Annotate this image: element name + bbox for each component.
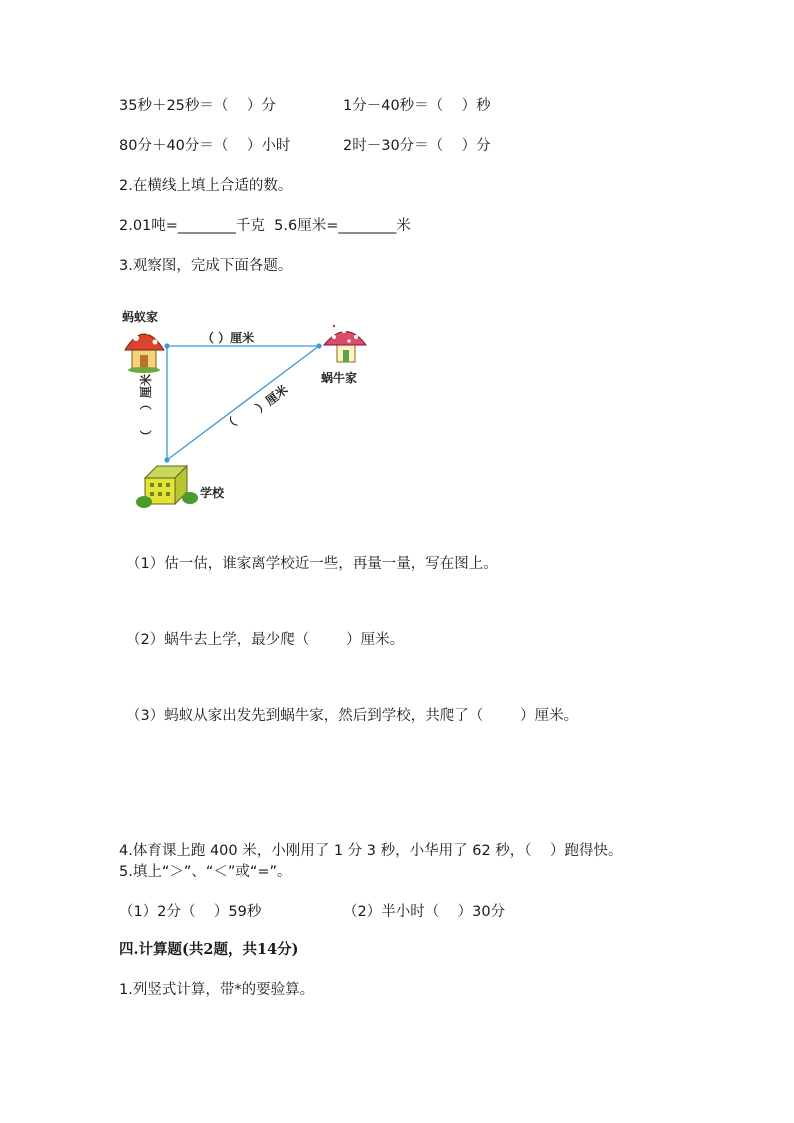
section4-heading: 四.计算题(共2题，共14分) — [119, 941, 299, 958]
q1-row1-right: 1分－40秒＝（ ）秒 — [343, 98, 491, 114]
distance-diagram — [110, 300, 390, 520]
snail-home-label: 蜗牛家 — [321, 371, 358, 385]
section4-q1: 1.列竖式计算，带*的要验算。 — [119, 982, 315, 998]
q3-sub1: （1）估一估，谁家离学校近一些，再量一量，写在图上。 — [126, 556, 498, 572]
snail-home-icon — [324, 325, 366, 362]
q5-item-1: （1）2分（ ）59秒 — [119, 904, 262, 920]
q2-title: 2.在横线上填上合适的数。 — [119, 178, 293, 194]
q5-title: 5.填上“＞”、“＜”或“=”。 — [119, 864, 292, 880]
q5-item-2: （2）半小时（ ）30分 — [343, 904, 506, 920]
left-edge-open-label: （ — [139, 429, 153, 442]
diagonal-open-label: （ — [221, 414, 240, 434]
top-edge-label: （ ）厘米 — [202, 331, 255, 345]
snail-school-edge — [167, 346, 319, 460]
left-edge-unit-label: ）厘米 — [139, 373, 153, 410]
q3-sub2: （2）蜗牛去上学，最少爬（ ）厘米。 — [126, 632, 405, 648]
ant-home-point — [164, 343, 169, 348]
school-point — [164, 457, 169, 462]
q1-row1-left: 35秒＋25秒＝（ ）分 — [119, 98, 276, 114]
school-icon — [136, 466, 198, 508]
q4-text: 4.体育课上跑 400 米，小刚用了 1 分 3 秒，小华用了 62 秒，（ ）跑得快。 — [119, 843, 623, 859]
ant-home-label: 蚂蚁家 — [122, 310, 159, 324]
q3-sub3: （3）蚂蚁从家出发先到蜗牛家，然后到学校，共爬了（ ）厘米。 — [126, 708, 579, 724]
snail-home-point — [316, 343, 321, 348]
q2-fill-line: 2.01吨=________千克 5.6厘米=________米 — [119, 218, 411, 234]
school-label: 学校 — [200, 486, 225, 500]
ant-home-icon — [125, 330, 164, 374]
q1-row2-right: 2时－30分＝（ ）分 — [343, 138, 491, 154]
q3-title: 3.观察图，完成下面各题。 — [119, 258, 293, 274]
q1-row2-left: 80分＋40分＝（ ）小时 — [119, 138, 291, 154]
diagonal-unit-label: ）厘米 — [253, 382, 291, 416]
